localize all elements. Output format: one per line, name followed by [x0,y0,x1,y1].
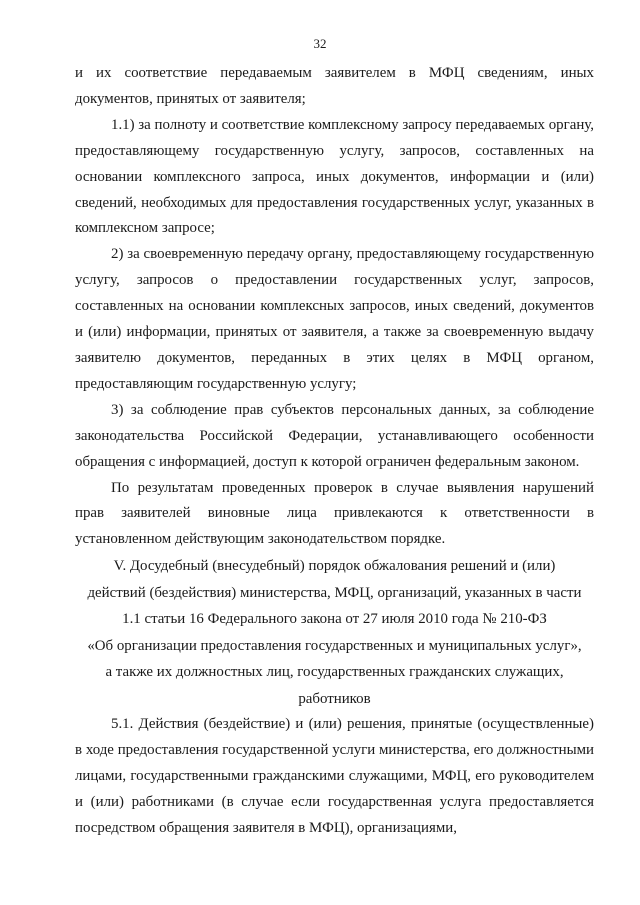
page-number: 32 [313,36,327,51]
section-heading-line: «Об организации предоставления государственных и муниципальных услуг», [87,637,582,654]
section-heading [75,553,594,712]
paragraph-item-2: 2) за своевременную передачу органу, предоставляющему государственную услугу, запросов о предоставлении государственных услуг, запросов, составленных на основании комплексных запросов, иных сведений, документов и (или) информации, принятых от заявителя, а также за своевременную выдачу заявителю документов, переданных в этих целях в МФЦ органом, предоставляющим государственную услугу; [75,246,594,392]
paragraph-continuation: и их соответствие передаваемым заявителем в МФЦ сведениям, иных документов, принятых от заявителя; [75,65,594,107]
paragraph-check-results: По результатам проведенных проверок в случае выявления нарушений прав заявителей виновные лица привлекаются к ответственности в установленном действующим законодательством порядке. [75,479,594,548]
section-heading-line: а также их должностных лиц, государственных гражданских служащих, [105,664,564,681]
page-body [75,61,594,842]
section-heading-line: работников [298,690,371,707]
section-heading-line: 1.1 статьи 16 Федерального закона от 27 июля 2010 года № 210-ФЗ [122,611,547,628]
paragraph-item-3: 3) за соблюдение прав субъектов персональных данных, за соблюдение законодательства Российской Федерации, устанавливающего особенности обращения с информацией, доступ к которой ограничен федеральным законом. [75,401,594,470]
paragraph-item-1-1: 1.1) за полноту и соответствие комплексному запросу передаваемых органу, предоставляющему государственную услугу, запросов, составленных на основании комплексного запроса, иных документов, информации и (или) сведений, необходимых для предоставления государственных услуг, указанных в комплексном запросе; [75,116,594,237]
section-heading-line: V. Досудебный (внесудебный) порядок обжалования решений и (или) [113,558,556,575]
section-heading-line: действий (бездействия) министерства, МФЦ, организаций, указанных в части [87,584,582,601]
paragraph-5-1: 5.1. Действия (бездействие) и (или) решения, принятые (осуществленные) в ходе предоставления государственной услуги министерства, его должностными лицами, государственными гражданскими служащими, МФЦ, его руководителем и (или) работниками (в случае если государственная услуга предоставляется посредством обращения заявителя в МФЦ), организациями, [75,716,594,836]
